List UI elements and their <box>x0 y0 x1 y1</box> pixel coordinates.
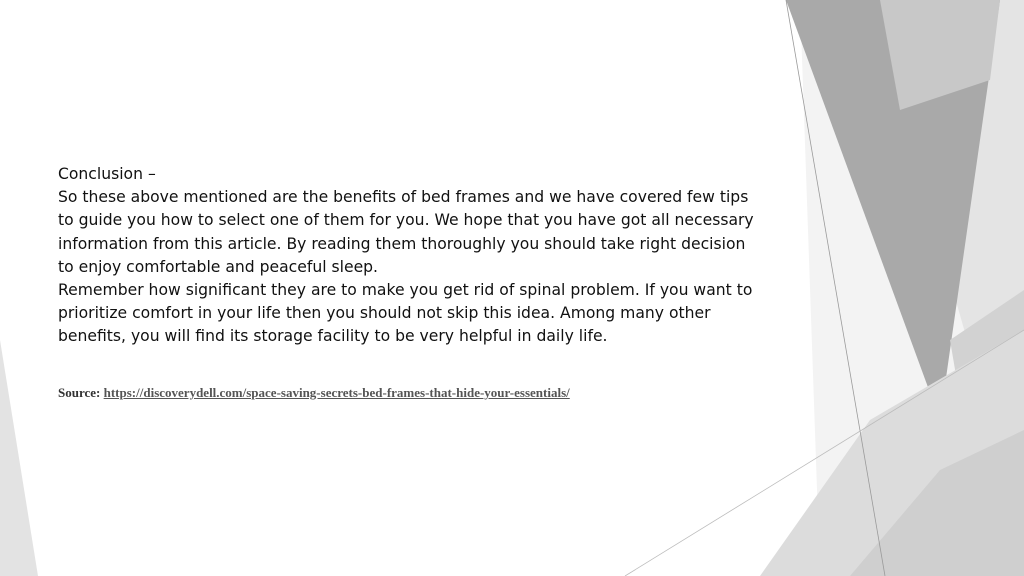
conclusion-paragraph-2: Remember how significant they are to make you get rid of spinal problem. If you want to prioritize comfort in your life then you should not skip this idea. Among many other benefits, you will find its storage facility to be very helpful in daily life. <box>58 281 753 346</box>
left-edge-shape <box>0 340 38 576</box>
conclusion-heading: Conclusion – <box>58 165 156 183</box>
source-line <box>58 385 778 401</box>
conclusion-paragraph-1: So these above mentioned are the benefits of bed frames and we have covered few tips to guide you how to select one of them for you. We hope that you have got all necessary information from this article. By reading them thoroughly you should take right decision to enjoy comfortable and peaceful sleep. <box>58 188 754 276</box>
conclusion-text-block <box>58 163 758 349</box>
source-label: Source: <box>58 385 101 400</box>
source-link[interactable]: https://discoverydell.com/space-saving-secrets-bed-frames-that-hide-your-essentials/ <box>103 385 570 400</box>
